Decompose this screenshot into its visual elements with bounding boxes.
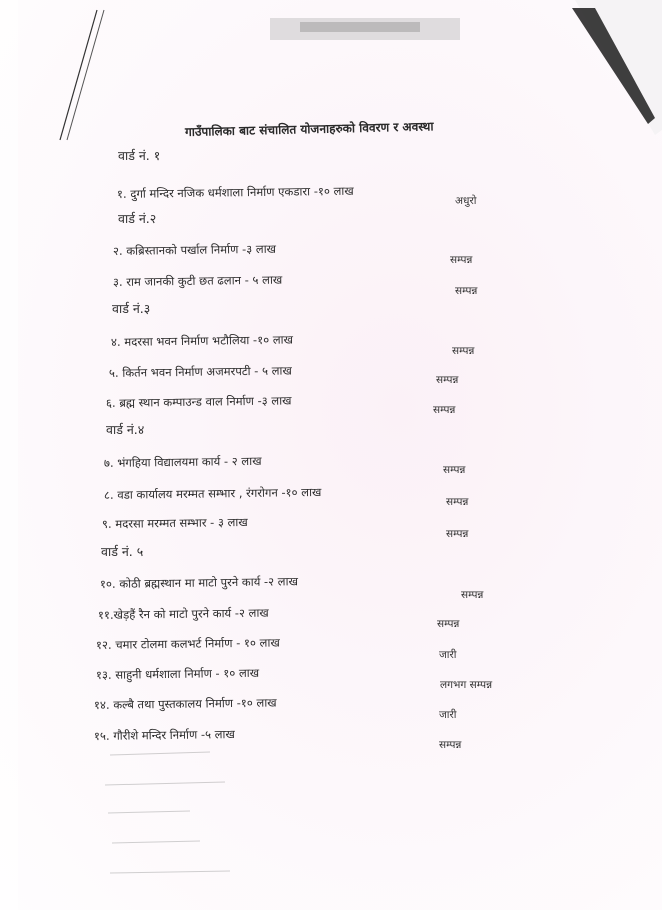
list-item: १२. चमार टोलमा कलभर्ट निर्माण - १० लाख <box>95 635 280 652</box>
list-item: ३. राम जानकी कुटी छत ढलान - ५ लाख <box>112 272 283 289</box>
status-text: सम्पन्न <box>443 464 466 476</box>
ward-heading: वार्ड नं.४ <box>106 422 145 437</box>
status-text: सम्पन्न <box>433 404 456 416</box>
list-item: १३. साहुनी धर्मशाला निर्माण - १० लाख <box>95 665 260 682</box>
status-text: सम्पन्न <box>461 589 484 601</box>
status-text: सम्पन्न <box>446 528 469 540</box>
page-title: गाउँपालिका बाट संचालित योजनाहरुको विवरण र अवस्था <box>184 119 434 139</box>
status-text: अधुरो <box>455 195 477 207</box>
list-item: ४. मदरसा भवन निर्माण भटौलिया -१० लाख <box>110 332 294 349</box>
ward-heading: वार्ड नं. ५ <box>101 544 144 559</box>
list-item: ६. ब्रह्म स्थान कम्पाउन्ड वाल निर्माण -३ लाख <box>105 393 292 410</box>
status-text: लगभग सम्पन्न <box>440 679 493 691</box>
status-text: जारी <box>439 709 457 721</box>
list-item: १०. कोठी ब्रह्मस्थान मा माटो पुरने कार्य -२ लाख <box>99 574 299 591</box>
status-text: जारी <box>439 649 457 661</box>
list-item: ५. किर्तन भवन निर्माण अजमरपटी - ५ लाख <box>108 363 292 380</box>
list-item: ११.खेड़हैं रैन को माटो पुरने कार्य -२ लाख <box>97 605 269 622</box>
list-item: १५. गौरीशे मन्दिर निर्माण -५ लाख <box>93 727 235 743</box>
list-item: ८. वडा कार्यालय मरम्मत सम्भार , रंगरोगन -१० लाख <box>103 484 322 502</box>
status-text: सम्पन्न <box>452 345 475 357</box>
list-item: २. कब्रिस्तानको पर्खाल निर्माण -३ लाख <box>112 241 277 258</box>
status-text: सम्पन्न <box>446 496 469 508</box>
ward-heading: वार्ड नं.२ <box>118 211 157 226</box>
ward-heading: वार्ड नं. १ <box>118 148 161 163</box>
list-item: १. दुर्गा मन्दिर नजिक धर्मशाला निर्माण एकडारा -१० लाख <box>116 183 354 201</box>
status-text: सम्पन्न <box>439 739 462 751</box>
list-item: ७. भंगहिया विद्यालयमा कार्य - २ लाख <box>103 453 262 470</box>
status-text: सम्पन्न <box>437 618 460 630</box>
list-item: १४. कल्बै तथा पुस्तकालय निर्माण -१० लाख <box>93 695 277 712</box>
status-text: सम्पन्न <box>450 254 473 266</box>
ward-heading: वार्ड नं.३ <box>112 301 151 316</box>
status-text: सम्पन्न <box>455 285 478 297</box>
status-text: सम्पन्न <box>436 374 459 386</box>
list-item: ९. मदरसा मरम्मत सम्भार - ३ लाख <box>101 514 248 531</box>
